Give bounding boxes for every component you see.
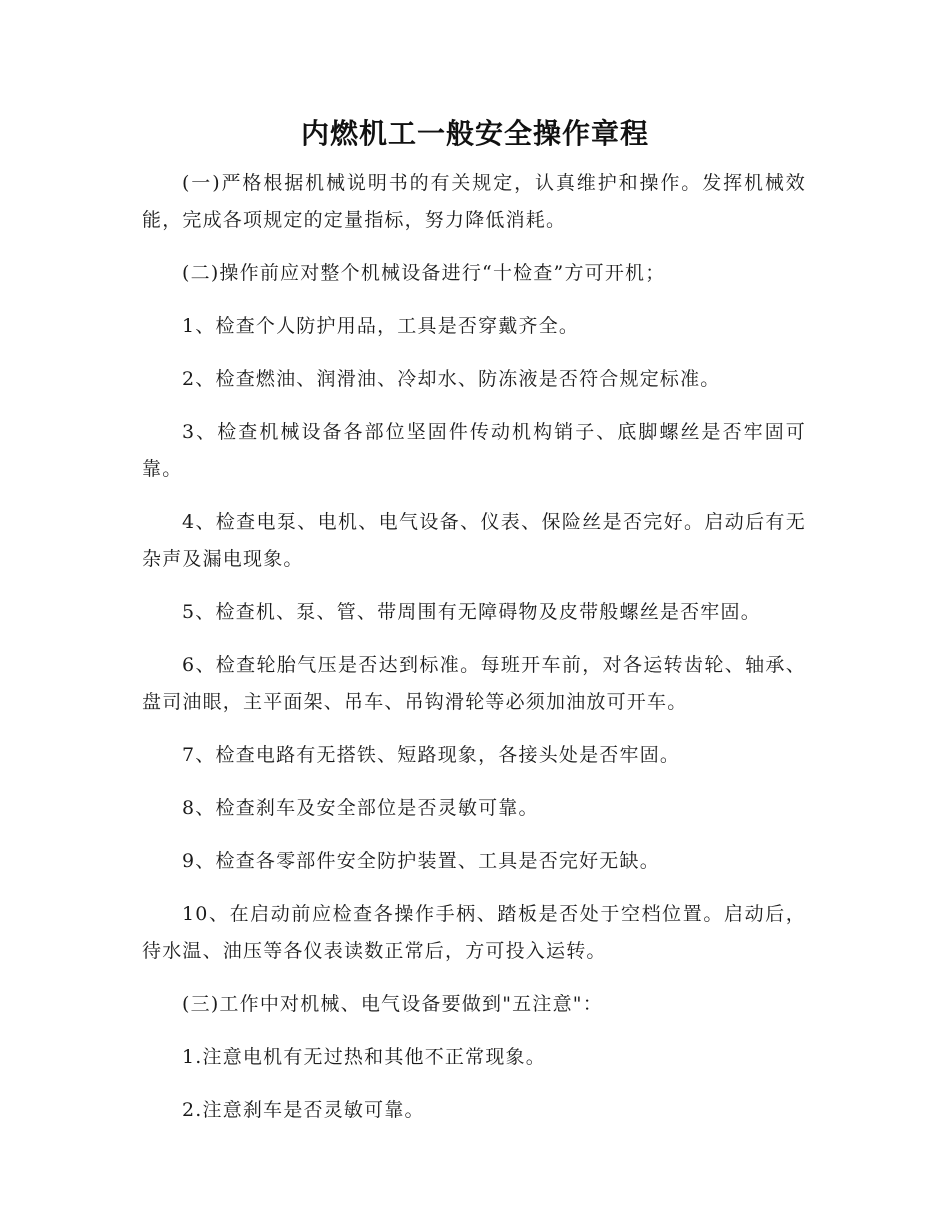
paragraph-notice-2: 2.注意刹车是否灵敏可靠。 bbox=[182, 1099, 425, 1121]
paragraph-notice-1: 1.注意电机有无过热和其他不正常现象。 bbox=[182, 1046, 546, 1068]
paragraph-check-5: 5、检查机、泵、管、带周围有无障碍物及皮带般螺丝是否牢固。 bbox=[182, 601, 761, 623]
paragraph-check-3: 3、检查机械设备各部位坚固件传动机构销子、底脚螺丝是否牢固可靠。 bbox=[142, 421, 806, 480]
document-body bbox=[142, 165, 806, 1145]
paragraph-section-2: (二)操作前应对整个机械设备进行“十检查”方可开机； bbox=[182, 262, 666, 284]
paragraph-check-1: 1、检查个人防护用品，工具是否穿戴齐全。 bbox=[182, 315, 580, 337]
paragraph-check-8: 8、检查刹车及安全部位是否灵敏可靠。 bbox=[182, 797, 539, 819]
paragraph-check-7: 7、检查电路有无搭铁、短路现象，各接头处是否牢固。 bbox=[182, 744, 681, 766]
paragraph-check-9: 9、检查各零部件安全防护装置、工具是否完好无缺。 bbox=[182, 850, 660, 872]
paragraph-section-1: (一)严格根据机械说明书的有关规定，认真维护和操作。发挥机械效能，完成各项规定的定量指标，努力降低消耗。 bbox=[142, 172, 806, 231]
paragraph-check-6: 6、检查轮胎气压是否达到标准。每班开车前，对各运转齿轮、轴承、盘司油眼，主平面架、吊车、吊钩滑轮等必须加油放可开车。 bbox=[142, 654, 806, 713]
paragraph-check-4: 4、检查电泵、电机、电气设备、仪表、保险丝是否完好。启动后有无杂声及漏电现象。 bbox=[142, 511, 806, 570]
document-title: 内燃机工一般安全操作章程 bbox=[300, 117, 649, 150]
paragraph-check-10: 10、在启动前应检查各操作手柄、踏板是否处于空档位置。启动后， 待水温、油压等各仪表读数正常后，方可投入运转。 bbox=[142, 903, 806, 962]
paragraph-section-3: (三)工作中对机械、电气设备要做到"五注意"： bbox=[182, 993, 603, 1015]
paragraph-check-2: 2、检查燃油、润滑油、冷却水、防冻液是否符合规定标准。 bbox=[182, 368, 721, 390]
